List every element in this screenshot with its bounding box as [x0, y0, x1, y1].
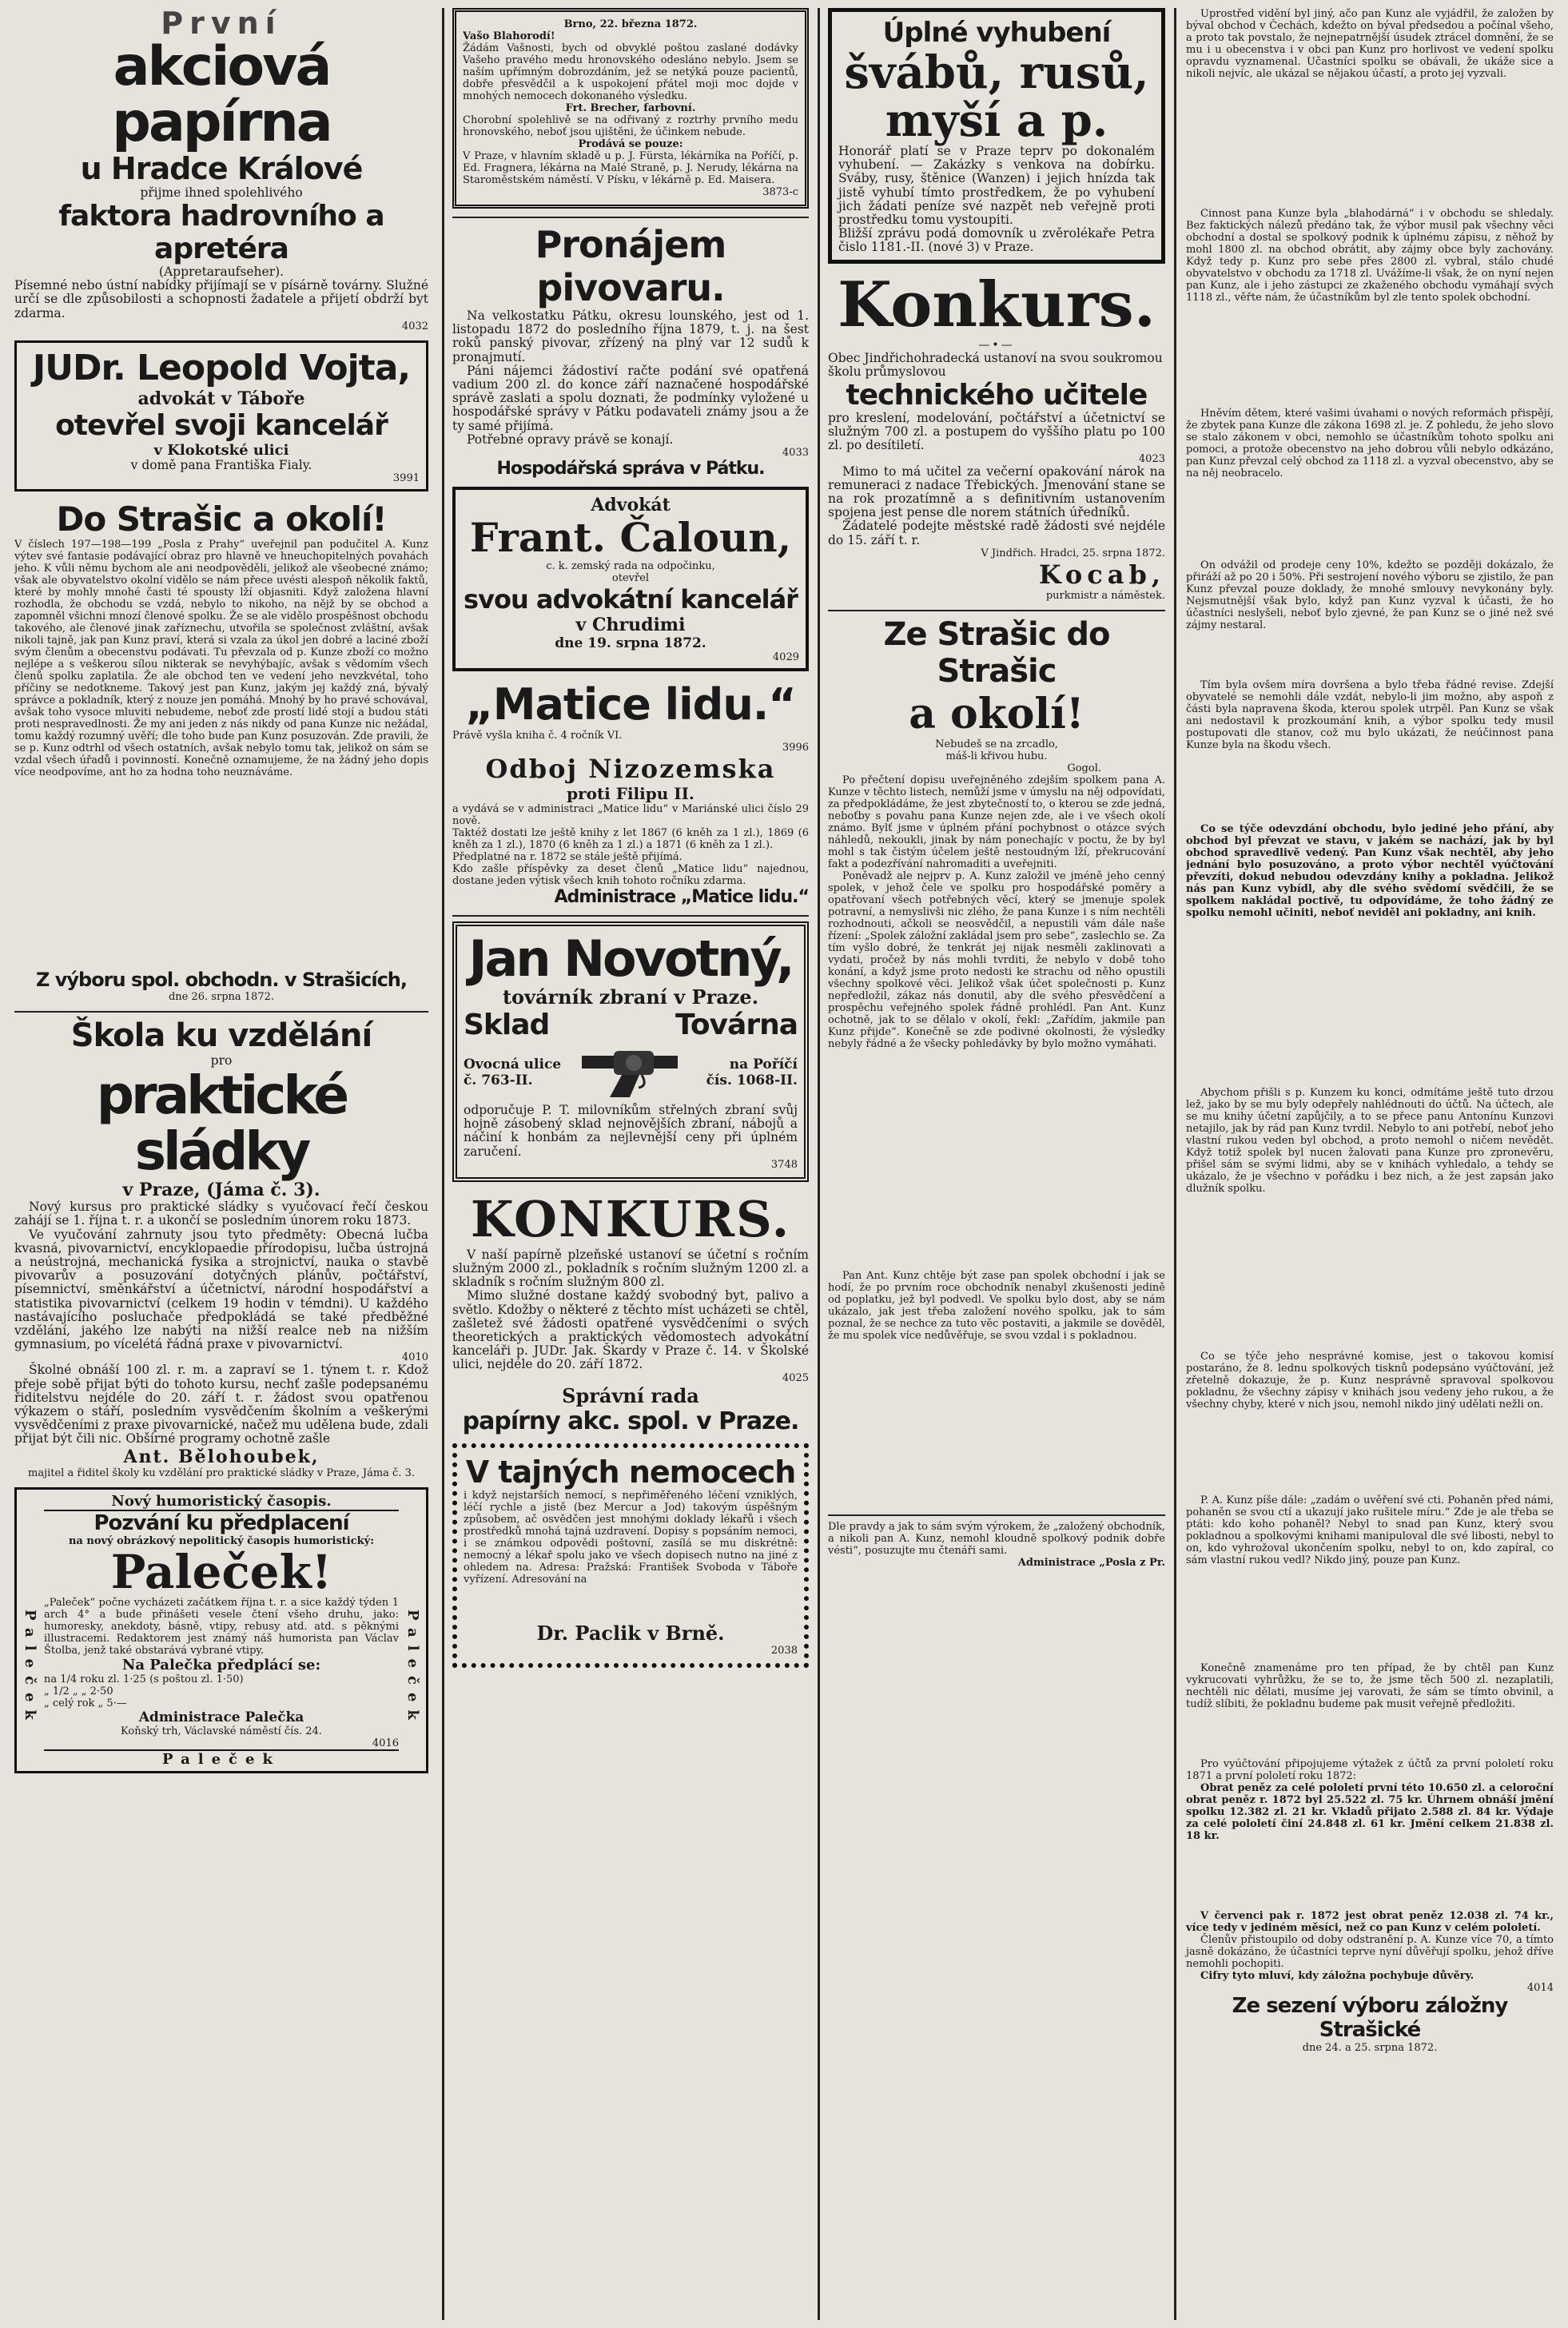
ad-line: Prodává se pouze:: [578, 138, 683, 150]
ad-number: 3991: [392, 472, 420, 484]
notice-title: Do Strašic a okolí!: [56, 499, 387, 539]
notice-title: a okolí!: [909, 689, 1084, 738]
ad-title: Pronájem pivovaru.: [535, 223, 726, 309]
ad-line: dne 19. srpna 1872.: [555, 635, 706, 652]
ad-body: Žádatelé podejte městské radě žádosti své nejdéle do 15. září t. r.: [828, 519, 1165, 547]
ad-line: Pozvání ku předplacení: [94, 1510, 349, 1535]
ad-line: c. k. zemský rada na odpočinku,: [546, 560, 715, 573]
ad-footer: Paleček: [44, 1749, 399, 1768]
ad-line: pro: [210, 1053, 233, 1068]
ad-number: 4016: [372, 1737, 399, 1749]
ad-signature: Hospodářská správa v Pátku.: [496, 459, 765, 480]
divider: [452, 915, 809, 917]
ad-body: Honorář platí se v Praze teprv po dokonalém vyhubení. — Zakázky s venkova na dobírku. Sváby, rusy, štěnice (Wanzen) i jejich hnízda tak jistě vyhubí tímto prostředkem, že po vyhubení jich žádati peníze své nazpět neb veřejně proti prostředku tomu vystoupiti.: [838, 144, 1155, 228]
ad-number: 3873-c: [762, 186, 798, 198]
ad-line: v Klokotské ulici: [153, 441, 289, 459]
ad-body: odporučuje P. T. milovníkům střelných zbraní svůj hojně zásobený sklad nejnovějších zbraní, nábojů a náčiní k honbám za nejlevnější ceny při úplném zaručení.: [464, 1103, 798, 1159]
ad-pronajem: [452, 223, 809, 479]
ad-line: Sklad: [464, 1009, 550, 1042]
ad-konkurs-papirna: [452, 1190, 809, 1435]
notice-body: Poněvadž ale nejprv p. A. Kunz založil ve jméně jeho cenný spolek, v jehož čele ve spolku pro hospodářské poměry a opatřovaní všech potřebných věcí, který se jmenuje spolek potravní, a nemyslivši nic zlého, že pana Kunze i s ním nechtěli rozhodnouti, ačkoli se neosvědčil, a nepustili vám dále naše řízení: „Spolek záložní zakládal jsem pro sebe“, zaslechlo se. Za tím vyšlo dobré, že tenkrát jej nijak nesměli zaklinovati a vydati, pročež by nás mohli tvrditi, že nebylo v době toho konání, a když jsme proto nedosti ke strachu od něho opustili všechny spolkové věci. Jelikož však účet společnosti p. Kunz nepředložil, zákaz nás donutil, aby dle svého přesvědčení a prospěchu veřejného spolek řádně prohlédl. Pan Ant. Kunz ochotně, jak to se dělalo v okolí, řekl: „Zařídím, jakmile pan Kunz přijde“. Konečně se zde podivné okolnosti, že výsledky nebyly řádné a že všecky pohledávky by bylo možno vymáhati.: [828, 870, 1165, 1050]
ad-number: 4023: [1138, 452, 1165, 465]
ad-number: 4029: [772, 651, 799, 664]
notice-body: Po přečtení dopisu uveřejněného zdejším spolkem pana A. Kunze v těchto listech, nemůží jsme v úmyslu na něj odpovídati, za předpokládáme, že jest zbytečností to, o kterou se zde jedná, neboťby s povahu pana Kunze nejen zde, ale i ve všech okolí známo. Bylť jsme v úplném přání pochybnost o otázce svých náhledů, nekoukli, jinak by nám ponechajíc v poctu, že by byl mohl s tak čistým účelem ještě nestoudným lží, překrucování fakt a podezřívání nahromaditi a uveřejniti.: [828, 774, 1165, 870]
notice-signature: Z výboru spol. obchodn. v Strašicích,: [35, 968, 408, 991]
ad-heading: Vašo Blahorodí!: [463, 30, 555, 42]
article-paragraph: Uprostřed vidění byl jiný, ačo pan Kunz ale vyjádřil, že založen by býval obchod v Čechách, kdežto on býval předsedou a počínal všeho, a proto tak povstalo, že nejnepatrnější úsudek ztrácel domnění, že se mu i u obecenstva i v obci pan Kunz pro horlivost ve vedení spolku opravdu vyznamenal. Učastníci spolku se obávali, že ukáže sice a nikoli nejvíc, ale ukázal se nějakou účastí, a proto jej vyzvali.: [1186, 8, 1554, 80]
ad-line: svou advokátní kancelář: [464, 584, 798, 615]
ad-title: Jan Novotný,: [468, 929, 793, 989]
ad-date: Brno, 22. března 1872.: [563, 18, 698, 30]
article-paragraph: Co se týče odevzdání obchodu, bylo jediné jeho přání, aby obchod byl převzat ve stavu, v jakém se nachází, jak by byl obchod spravedlivě vedený. Pan Kunz však nechtěl, aby jeho jednání bylo posuzováno, a proto výbor nechtěl vyúčtování převzíti, dokud nebudou odevzdány knihy a pokladna. Jelikož nás pan Kunz vybídl, aby dle svého svědomí svědčili, že se spolkem nakládal poctivě, tu odpovídáme, že toho žádný ze spolku nemohl učiniti, neboť neviděl ani pokladny, ani knih.: [1186, 823, 1554, 919]
notice-date: dne 26. srpna 1872.: [168, 990, 274, 1003]
ad-signature: papírny akc. spol. v Praze.: [462, 1407, 799, 1435]
article-date: dne 24. a 25. srpna 1872.: [1302, 2042, 1438, 2054]
ad-konkurs-ucitel: [828, 268, 1165, 602]
ad-matice: [452, 679, 809, 907]
ad-line: Na Palečka předplácí se:: [121, 1656, 321, 1673]
ad-line: v Chrudimi: [575, 615, 686, 636]
ad-body: Potřebné opravy právě se konají.: [467, 432, 674, 447]
ad-number: 4033: [782, 447, 809, 460]
ad-line: otevřel svoji kancelář: [55, 408, 388, 442]
ad-title: akciová papírna: [112, 34, 331, 154]
ad-caloun: [452, 487, 809, 671]
notice-body: V číslech 197—198—199 „Posla z Prahy“ uveřejnil pan podučitel A. Kunz výtev své fantasie podávající obraz pro hlavně ve hneuchopitelných povahách jeho. K vůli němu bychom ale ani neodpověděli, jelikož ale všeobecné známo; však ale obyvatelstvo okolní vidělo se nám přece uvésti alespoň několik faktů, které by mohly mnohé časti té spousty lží objasniti. Když založena hlavní rozhodla, že obchodu se vzdá, nebylo to nikoho, na nějž by se obchod a zapomněl všichni mnozí členové spolku. Že se ale vidělo prospěšnost obchodu takového, ale členové jinak zaříznechu, utvořila se společnost zvláštní, avšak nikoli tajně, jak pan Kunz praví, která si vzala za úkol jen dobré a laciné zboží svým členům a obecenstvu podávati. Tu převzala od p. Kunze zboží co možno nejlépe a s veškerou sílou nikterak se nevyhýbajíc, avšak s vědomím všech členů spolku zaplatila. Že ale obchod ten ve vedení jeho nevzkvétal, toho příčiny se nedotkneme. Takový jest pan Kunz, jakým jej každý zná, bývalý správce a pokladník, který z nouze jen pomáhá. Mnohý by ho pravé schovával, avšak toho vysoce mluviti nebudeme, neboť zde prostí lidé stojí a budou státi proti nespravedlnosti. Že my ani jeden z nás nikdy od pana Kunze nic nežádal, tomu každý rozumný uvěří; dle toho bude pan Kunz posuzován. Zde pravili, že se p. Kunz odtrhl od všech ostatních, avšak nebylo tomu tak, jelikož on sám se vzdal všech úřadů i povinností. Konečně oznamujeme, že na žádný jeho dopis více neodpovíme, ant ho za hodna toho neuznáváme.: [14, 538, 428, 778]
ad-title: V tajných nemocech: [465, 1454, 796, 1490]
ad-body: V naší papírně plzeňské ustanoví se účetní s ročním služným 2000 zl., pokladník s ročním služným 1200 zl. a skladník s ročním služným 800 zl.: [452, 1247, 809, 1290]
notice-footnote: Dle pravdy a jak to sám svým výrokem, že „založený obchodník, a nikoli pan A. Kunz, nemohl kloudně spolkový podnik dobře vésti“, posuzujte mu čtenáři sami.: [828, 1520, 1165, 1557]
ad-heading: technického učitele: [846, 379, 1148, 412]
ad-title: Konkurs.: [838, 268, 1156, 341]
ad-address-right: [706, 1057, 798, 1088]
ad-title: myší a p.: [885, 94, 1108, 147]
ad-number: 4032: [401, 320, 428, 332]
article-paragraph: Hněvím dětem, které vašimi úvahami o nových reformách přispějí, že zbytek pana Kunze dle zákona 1698 zl. je. Z pohledu, že jeho slovo se stalo zákonem v obci, nemohlo se účastníkům tohoto spolku ani pomoci, a protože obecenstvo na jeho dobrou vůli nebylo odkázáno, pan Kunz převzal celý obchod za 1118 zl. a vyzval obecenstvo, aby se na něj neobracelo.: [1186, 408, 1554, 480]
ad-side-label: Paleček: [404, 1609, 421, 1728]
ad-body: Taktéž dostati lze ještě knihy z let 1867 (6 kněh za 1 zl.), 1869 (6 kněh za 1 zl.), 1870 (6 kněh za 1 zl.) a 1871 (6 kněh za 1 zl.).: [452, 827, 809, 852]
ad-body: Na velkostatku Pátku, okresu lounského, jest od 1. listopadu 1872 do posledního října 1879, t. j. na šest roků panský pivovar, zřízený na plný var 12 sudů k pronajmutí.: [452, 308, 809, 364]
ad-title: Úplné vyhubení: [882, 17, 1111, 49]
article-paragraph: Činnost pana Kunze byla „blahodárná“ i v obchodu se shledaly. Bez faktických nálezů předáno tak, že výbor musil pak všechny věci obchodní a dostal se spolkový podnik k úplnému zápisu, z něhož by mohl 1800 zl. na obchod obrátit, aby zájmy obce byly zachovány. Když tedy p. Kunz pro sebe přes 2800 zl. vybral, stálo chudé obyvatelstvo v obchodu za 1718 zl. Uvážíme-li však, že on nyní nejen pan Kunz, ale i jeho zástupci ze zkaženého obchodu vymáhají svých 1118 zl., věřte nám, že účastníkům byl zle tento spolek obchodní.: [1186, 208, 1554, 304]
notice-motto: Gogol.: [1067, 762, 1101, 774]
notice-body: Pan Ant. Kunz chtěje být zase pan spolek obchodní i jak se hodí, že po prvním roce obchodník nenabyl zkušenosti jedině od poplatku, jež byl podvedl. Ve spolku bylo dost, aby se nám ukázalo, jak jest třeba založení nového spolku, jak to sám poznal, že se nechce za tuto věc postaviti, a jakmile se dověděl, že mu spolek více nedůvěřuje, se svou vzdal i s pokladnou.: [828, 1269, 1165, 1342]
notice-motto: máš-li křivou hubu.: [945, 750, 1048, 762]
ad-title: švábů, rusů,: [844, 46, 1149, 99]
notice-title: Ze Strašic do Strašic: [883, 615, 1110, 690]
ad-subtitle: u Hradce Králové: [80, 150, 363, 186]
ad-signature: Kocab,: [1038, 559, 1165, 590]
column-1: [8, 8, 440, 2320]
ad-heading: Odboj Nizozemska: [485, 754, 776, 785]
article-paragraph: P. A. Kunz píše dále: „zadám o uvěření své cti. Pohaněn před námi, pohaněn se svou ctí a ukazují jako rušitele míru.“ Zde je ale třeba se ptáti: kdo koho pohaněl? Nebyl to snad pan Kunz, který svou pokladnou a spolkovými knihami manipuloval dle své libosti, nebyl to on, kdo vyhrožoval ukončením spolku, nebyl to on, kdo zapíral, co sám vlastní rukou vedl? Nikdo jiný, pouze pan Kunz.: [1186, 1494, 1554, 1566]
ad-body: V Praze, v hlavním skladě u p. J. Fürsta, lékárníka na Poříčí, p. Ed. Fragnera, lékárna na Malé Straně, p. J. Nerudy, lékárna na Staroměstském náměstí. V Písku, v lékárně p. Ed. Maisera.: [463, 150, 798, 186]
ad-body: Mimo to má učitel za večerní opakování nárok na remuneraci z nadace Třebických. Jmenování stane se na rok prozatímně a s definitivním ustanovením spojena jest pense dle norem státních úředníků.: [828, 464, 1165, 520]
ad-side-label: Paleček: [22, 1609, 38, 1728]
ad-nemoci: [452, 1443, 809, 1668]
ad-signature: Dr. Paclik v Brně.: [536, 1621, 725, 1645]
ad-body: Chorobní spolehlivě se na odřivaný z roztrhy prvního medu hronovského, neboť jsou ujištěni, že účinkem nebude.: [463, 114, 798, 138]
ad-body: i když nejstarších nemocí, s nepřiměřeného léčení vzniklých, léčí rychle a jistě (bez Mercur a Jod) takovým úspěšným způsobem, ač osvědčen jest mnohými doklady lékařů i všech prostředků mnohá tajná uzdravení. Dopisy s popsáním nemoci, i se známkou odpovědi poštovní, zasílá se mu diskrétně: nemocný a lékař spolu jako ve všech dopisech nutno na jiné z ohledem na. Adresa: Pražská: František Svoboda v Táboře vyřízení. Adresování na: [464, 1489, 798, 1586]
ad-body: Písemné nebo ústní nabídky přijímají se v písárně továrny. Služné určí se dle způsobilosti a schopnosti žadatele a přijetí obdrží byt zdarma.: [14, 278, 428, 320]
divider: [828, 610, 1165, 611]
ad-signature: Správní rada: [562, 1383, 699, 1407]
article-number: 4014: [1526, 1982, 1554, 1994]
ad-palecek: [14, 1487, 428, 1773]
ad-address-left: [464, 1057, 561, 1088]
ad-svabi: [828, 8, 1165, 264]
ad-number: 3996: [782, 742, 809, 754]
article-paragraph: Členův přistoupilo od doby odstranění p. A. Kunze více 70, a tímto jasně dokázáno, že účastníci teprve nyní důvěřují spolku, jehož dříve nemohli pochopiti.: [1186, 1934, 1554, 1970]
ad-heading: První: [161, 8, 282, 41]
ad-body: pro kreslení, modelování, počtářství a účetnictví se služným 700 zl. a postupem do vyššího platu po 100 zl. po desítiletí.: [828, 411, 1165, 453]
ad-address-row: [464, 1041, 798, 1104]
article-paragraph: Co se týče jeho nesprávné komise, jest o takovou komisí postaráno, že 8. lednu spolkových tisknů podepsáno vyúčtování, jež zřetelně dokazuje, že p. Kunz nesprávně spravoval spolkovou pokladnu, že všechny zápisy v knihách jsou vedeny jeho rukou, a že všechny chyby, které v nich jsou, nemohl nikdo jiný udělati nežli on.: [1186, 1351, 1554, 1411]
price-line: „ celý rok „ 5·—: [44, 1697, 127, 1709]
price-line: na 1/4 roku zl. 1·25 (s poštou zl. 1·50): [44, 1673, 244, 1685]
ad-signature: purkmistr a náměstek.: [1045, 589, 1165, 602]
ad-number: 4010: [401, 1351, 428, 1364]
ad-body: Školné obnáší 100 zl. r. m. a zapraví se 1. týnem t. r. Kdož přeje sobě přijat býti do tohoto kursu, nechť zašle podepsanému řiditelstvu nejdéle do 20. září t. r. žádost svou opatřenou výkazem o stáří, posledním vysvědčením školním a veškerými vysvědčeními z praxe pivovarnické, načež mu udělena bude, zdali přijat být čili nic. Obšírné programy ochotně zašle: [14, 1363, 428, 1447]
ad-title: Paleček!: [110, 1544, 332, 1599]
article-paragraph: Pro vyúčtování připojujeme výtažek z účtů za první pololetí roku 1871 a první pololetí roku 1872:: [1186, 1758, 1554, 1782]
ad-line: továrník zbraní v Praze.: [502, 985, 759, 1009]
ad-title: KONKURS.: [470, 1189, 791, 1248]
ad-body: Bližší zprávu podá domovník u zvěrolékaře Petra čislo 1181.-II. (nové 3) v Praze.: [838, 226, 1155, 255]
ad-line: Továrna: [675, 1009, 798, 1042]
price-line: „ 1/2 „ „ 2·50: [44, 1685, 113, 1697]
ad-body: a vydává se v administraci „Matice lidu“ v Mariánské ulici číslo 29 nově.: [452, 803, 809, 828]
ad-line: advokát v Táboře: [137, 388, 305, 409]
ad-body: „Paleček“ počne vycházeti začátkem října t. r. a sice každý týden 1 arch 4° a bude přinášeti vesele čtení všeho druhu, jako: humoresky, anekdoty, básně, vtipy, rebusy atd. atd. s pěknými illustracemi. Redaktorem jest známý náš humorista pan Václav Štolba, jenž také obstarává vybrané vtipy.: [44, 1596, 399, 1657]
ad-title: Frant. Čaloun,: [469, 514, 792, 562]
ad-sklad-row: [464, 1009, 798, 1041]
column-4: [1178, 8, 1560, 2320]
ad-novotny: [452, 921, 809, 1182]
notice-strasic-1: [14, 499, 428, 1003]
divider: [452, 217, 809, 218]
ad-papirna: [14, 8, 428, 332]
article-paragraph: Obrat peněz za celé pololetí první této 10.650 zl. a celoroční obrat peněz r. 1872 byl 25.522 zl. 75 kr. Úhrnem obnáší jmění spolku 12.382 zl. 21 kr. Vkladů přijato 2.588 zl. 84 kr. Výdaje za celé pololetí činí 24.848 zl. 61 kr. Jmění celkem 21.838 zl. 18 kr.: [1186, 1782, 1554, 1842]
ad-line: otevřel: [611, 572, 650, 585]
ad-body: Nový kursus pro praktické sládky s vyučovací řečí českou zahájí se 1. října t. r. a ukončí se posledním únorem roku 1873.: [14, 1200, 428, 1228]
article-paragraph: Cifry tyto mluví, kdy záložna pochybuje důvěry.: [1200, 1970, 1474, 1982]
ad-body: Mimo služné dostane každý svobodný byt, palivo a světlo. Kdožby o některé z těchto míst ucházeti se chtěl, zašletež své žádosti opatřené vysvědčeními o svých theoretických a praktických vědomostech advokátní kanceláři p. JUDr. Jak. Škardy v Praze č. 14. v Školské ulici, nejdéle do 20. září 1872.: [452, 1288, 809, 1372]
ad-line: č. 763-II.: [464, 1072, 533, 1089]
newspaper-page: [8, 8, 1560, 2320]
ad-title: Škola ku vzdělání: [70, 1017, 372, 1054]
ad-body: Obec Jindřichohradecká ustanoví na svou soukromou školu průmyslovou: [828, 350, 1163, 379]
divider: [14, 1011, 428, 1013]
ad-number: 3748: [770, 1158, 798, 1171]
ad-body: Předplatné na r. 1872 se stále ještě přijímá.: [452, 851, 683, 864]
ad-title: JUDr. Leopold Vojta,: [32, 347, 411, 388]
column-rule: [442, 8, 444, 2320]
ad-number: 2038: [770, 1644, 798, 1657]
divider: [828, 1514, 1165, 1516]
column-2: [446, 8, 815, 2320]
ad-body: Žádám Vašnosti, bych od obvyklé poštou zaslané dodávky Vašeho pravého medu hronovského odesláno nebylo. Jsem se naším upřímným dobrozdáním, jež se netýká pouze pacientů, dobře přesvědčil a k uspokojení přátel moji moc dojde v mnohých nemocech dokonaného výsledku.: [463, 42, 798, 102]
notice-signature: Administrace „Posla z Pr.: [1017, 1556, 1165, 1569]
divider: —•—: [978, 338, 1015, 352]
ad-body: Páni nájemci žádostiví račte podání své opatřená vadium 200 zl. do konce září naznačené hospodářské správě zaslati a spolu doznati, že podmínky vyložené u hospodářské správy v Pátku podavateli známy jsou a že ty samé přijímá.: [452, 363, 809, 433]
article-paragraph: On odvážil od prodeje ceny 10%, kdežto se později dokázalo, že přiráží až po 20 i 50%. Při sestrojení nového výboru se zjistilo, že pan Kunz převzal pouze doklady, že mnohé smlouvy nevykonány byly. Nejsmutnější však bylo, když pan Kunz vyzval k účasti, že ho účastníci neslyšeli, neboť bylo zjevné, že pan Kunz se o jiné než své zájmy nestaral.: [1186, 559, 1554, 631]
ad-line: v domě pana Františka Fialy.: [130, 457, 312, 472]
ad-date: V Jindřich. Hradci, 25. srpna 1872.: [981, 547, 1165, 559]
column-3: [822, 8, 1172, 2320]
ad-signature: Frt. Brecher, farbovní.: [565, 102, 696, 114]
article-paragraph: Konečně znamenáme pro ten případ, že by chtěl pan Kunz vykrucovati vyhrůžku, že se to, že jsme těch 500 zl. nezaplatili, nechtěli nic dělati, musíme jej varovati, že sám se tímto obvinil, a tudíž slíbiti, že pokladnu budeme pak musit veřejně předložiti.: [1186, 1662, 1554, 1710]
ad-line: (Appretaraufseher).: [158, 264, 285, 279]
ad-signature: Administrace „Matice lidu.“: [554, 887, 809, 908]
ad-line: Administrace Palečka: [138, 1709, 304, 1725]
ad-line: Advokát: [591, 495, 671, 516]
ad-signature: Ant. Bělohoubek,: [123, 1446, 320, 1467]
ad-line: čís. 1068-II.: [706, 1072, 798, 1089]
ad-vojta: [14, 340, 428, 491]
ad-heading: Nový humoristický časopis.: [44, 1493, 399, 1511]
ad-body: Ve vyučování zahrnuty jsou tyto předměty: Obecná lučba kvasná, pivovarnictví, encyklopaedie přírodopisu, lučba ústrojná a neústrojná, mechanická fysika a strojnictví, nauka o stavbě pivovarův a posuzování dotyčných plánův, počtářství, písemnictví, směnkářství a účetnictví, národní hospodářství a statistika pivovarnictví (celkem 19 hodin v témdni). U každého nastávajícího posluchače předpokládá se také předběžné vzdělání, jakého lze nabýti na nižší realce neb na nižším gymnasium, po vícelétá řádná praxe v pivovarnictví.: [14, 1227, 428, 1352]
ad-title: „Matice lidu.“: [465, 679, 796, 730]
column-rule: [818, 8, 820, 2320]
ad-line: majitel a řiditel školy ku vzdělání pro praktické sládky v Praze, Jáma č. 3.: [28, 1466, 415, 1479]
ad-line: Koňský trh, Václavské náměstí čís. 24.: [121, 1725, 322, 1737]
column-rule: [1174, 8, 1176, 2320]
ad-heading: proti Filipu II.: [567, 784, 694, 804]
ad-med: [452, 8, 809, 209]
ad-line: na Poříčí: [729, 1057, 798, 1073]
ad-number: 4025: [782, 1371, 809, 1384]
notice-motto: Nebudeš se na zrcadlo,: [935, 738, 1058, 750]
ad-line: Ovocná ulice: [464, 1057, 562, 1073]
article-paragraph: Tím byla ovšem míra dovršena a bylo třeba řádné revise. Zdejší obyvatelé se nemohli dále vzdát, nebylo-li jim možno, aby aspoň z části byla napravena škoda, kterou spolek utrpěl. Pan Kunz se však ani nedostavil k prozkoumání knih, a výbor spolku tedy musil postupovati dle stanov, což mu bylo ukázati, že neúčinnost pana Kunze byla na škodu všech.: [1186, 679, 1554, 751]
ad-skola: [14, 1017, 428, 1479]
revolver-icon: [566, 1045, 702, 1100]
notice-strasic-2: [828, 616, 1165, 1569]
article-signature: Ze sezení výboru záložny Strašické: [1232, 1994, 1508, 2042]
ad-body: Kdo zašle příspěvky za deset členů „Matice lidu“ najednou, dostane jeden výtisk všech knih tohoto ročníku zdarma.: [452, 863, 809, 888]
ad-line: faktora hadrovního a apretéra: [58, 199, 384, 265]
article-paragraph: V červenci pak r. 1872 jest obrat peněz 12.038 zl. 74 kr., více tedy v jediném měsíci, než co pan Kunz v celém pololetí.: [1186, 1910, 1554, 1934]
ad-line: Právě vyšla kniha č. 4 ročník VI.: [452, 730, 623, 742]
article-paragraph: Abychom přišli s p. Kunzem ku konci, odmítáme ještě tuto drzou lež, jako by se mu byly odepřely nahlédnouti do účtů. Na účtech, ale se mu knihy účetní zapůjčily, a to se přece panu Antonínu Kunzovi netajilo, jak by rád pan Kunz tvrdil. Nebylo to ani potřebí, neboť jeho vlastní rukou veden byl obchod, a proto nemohl o ničem nevědět. Když totiž spolek byl nucen žalovati pana Kunze pro zpronevěru, přišel sám se svými lidmi, aby se v knihách vyhledalo, a tehdy se ukázalo, že je všechno v pořádku i bez nich, a že jest zapsán jako dlužník spolku.: [1186, 1087, 1554, 1195]
ad-title: praktické sládky: [96, 1065, 347, 1183]
ad-line: na nový obrázkový nepolitický časopis humoristický:: [68, 1534, 375, 1547]
ad-line: přijme ihned spolehlivého: [140, 185, 303, 200]
ad-line: v Praze, (Jáma č. 3).: [122, 1180, 320, 1201]
